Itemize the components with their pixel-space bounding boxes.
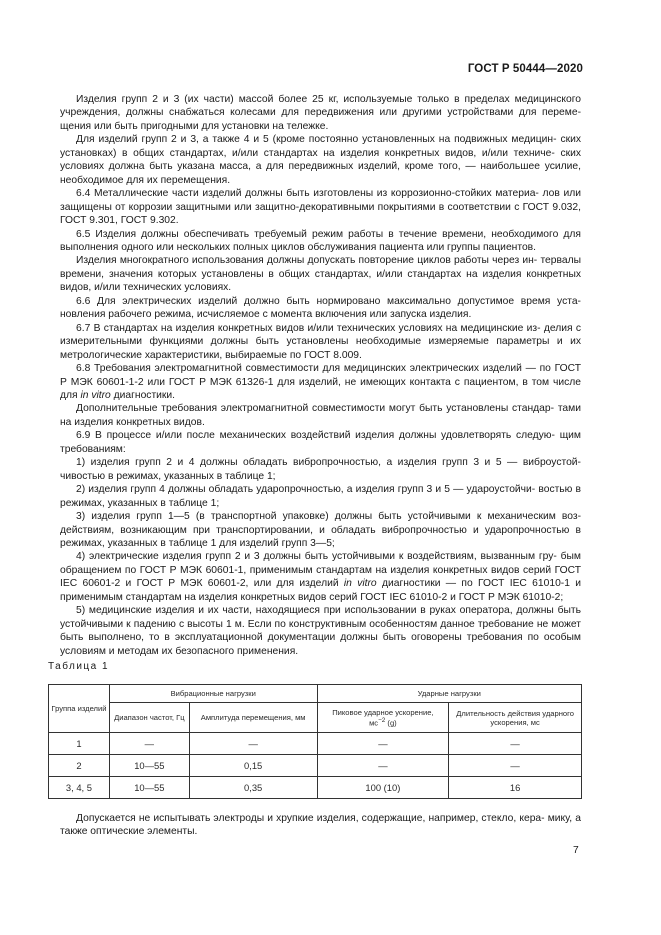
table-caption: Таблица 1 (48, 661, 110, 672)
body-paragraph (60, 254, 581, 294)
body-paragraph (60, 550, 581, 604)
text-line: новления рабочего режима, исчисляемое с момента включения или запуска изделия. (60, 309, 472, 321)
text-line: ских установках) в общих стандартах, и/или стандартах на изделия конкретных видов, и/или техниче- (60, 134, 581, 159)
shock-header: Ударные нагрузки (317, 685, 581, 703)
table-row (49, 777, 582, 799)
document-body (60, 93, 581, 658)
table-cell: 10—55 (109, 755, 189, 777)
table-cell: 3, 4, 5 (49, 777, 110, 799)
text-line: по особым условиям и методам их безопасного применения. (60, 632, 581, 657)
text-line: Допускается не испытывать электроды и хрупкие изделия, содержащие, например, стекло, кера- (76, 813, 545, 824)
peak-acceleration-header (317, 703, 449, 733)
table-cell: — (109, 733, 189, 755)
text-line: не может быть выполнено, то в эксплуатационной документации должны быть оговорены требования (60, 618, 581, 644)
text-line: мику, а также оптические элементы. (60, 813, 581, 838)
amplitude-header: Амплитуда перемещения, мм (189, 703, 317, 733)
text-line: 6.6 Для электрических изделий должно быть нормировано максимально допустимое время уста- (76, 295, 581, 307)
body-paragraph (60, 402, 581, 429)
table-cell: — (449, 755, 582, 777)
frequency-range-header: Диапазон частот, Гц (109, 703, 189, 733)
text-line: лов или защищены от коррозии защитными или защитно-декоративными покрытиями в соответствии с (60, 188, 581, 213)
text-line: 6.9 В процессе и/или после механических воздействий изделия должны удовлетворять следую- (76, 430, 555, 442)
peak-acceleration-label: Пиковое ударное ускорение, (332, 707, 434, 717)
table-cell: 2 (49, 755, 110, 777)
text-line: 6.4 Металлические части изделий должны быть изготовлены из коррозионно-стойких материа- (76, 188, 539, 200)
text-line: быть устойчивыми к падению с высоты 1 м. Если по конструктивным особенностям данное требование (60, 605, 581, 630)
table-cell: 100 (10) (317, 777, 449, 799)
text-line: делия с измерительными функциями должны быть установлены необходимые измеряемые параметры (60, 322, 581, 348)
text-line: ГОСТ 9.032, ГОСТ 9.301, ГОСТ 9.302. (60, 201, 581, 227)
table-cell: 0,15 (189, 755, 317, 777)
text-line: числе для in vitro диагностики. (60, 376, 581, 401)
peak-acceleration-unit: мс (369, 718, 379, 728)
body-paragraph (60, 429, 581, 456)
text-line: 4) электрические изделия групп 2 и 3 должны быть устойчивыми к воздействиям, вызванным гру- (76, 551, 557, 563)
text-line: 1) изделия групп 2 и 4 должны обладать вибропрочностью, а изделия групп 3 и 5 — виброустой- (76, 457, 581, 469)
body-paragraph (60, 228, 581, 255)
body-paragraph (60, 93, 581, 133)
text-line: тервалы времени, значения которых установлены в общих стандартах, и/или стандартах на изделия (60, 255, 581, 280)
body-paragraph (60, 483, 581, 510)
text-line: Дополнительные требования электромагнитной совместимости могут быть установлены стандар- (76, 403, 555, 415)
text-line: бым обращением по ГОСТ Р МЭК 60601-1, применимым стандартам на изделия конкретных видов серий (60, 551, 581, 576)
table-cell: 16 (449, 777, 582, 799)
body-paragraph (60, 812, 581, 839)
text-line: 2) изделия групп 4 должны обладать ударопрочностью, а изделия групп 3 и 5 — удароустойчи- (76, 484, 536, 496)
text-line: тами на изделия конкретных видов. (60, 403, 581, 428)
body-paragraph (60, 187, 581, 227)
body-paragraph (60, 322, 581, 362)
text-line: щения или быть пригодными для установки на тележке. (60, 120, 329, 132)
table-cell: 10—55 (109, 777, 189, 799)
text-line: 6.5 Изделия должны обеспечивать требуемый режим работы в течение времени, необходимого (76, 228, 559, 240)
page-number: 7 (573, 845, 579, 856)
table-cell: — (317, 755, 449, 777)
text-line: и их метрологические характеристики, выбираемые по ГОСТ 8.009. (60, 336, 581, 361)
text-line: усилие, необходимое для их перемещения. (60, 161, 581, 186)
after-table-text (60, 812, 581, 839)
text-line: 6.7 В стандартах на изделия конкретных видов и/или технических условиях на медицинские из- (76, 322, 541, 334)
table-cell: 0,35 (189, 777, 317, 799)
text-line: Изделия многократного использования должны допускать повторение циклов работы через ин- (76, 255, 538, 267)
table-cell: — (189, 733, 317, 755)
table-cell: — (449, 733, 582, 755)
text-line: для выполнения одного или нескольких полных циклов обслуживания пациента или группы пациентов. (60, 228, 581, 253)
table-1 (48, 684, 582, 799)
document-code-header: ГОСТ Р 50444—2020 (467, 63, 583, 75)
vibration-header: Вибрационные нагрузки (109, 685, 317, 703)
text-line: действиям, возникающим при транспортировании, и обладать вибропрочностью и ударопрочностью в (60, 524, 581, 536)
text-line: ских условиях должна быть указана масса, а для передвижных изделий, кроме того, — наибольшее (60, 147, 581, 173)
body-paragraph (60, 510, 581, 550)
table-cell: 1 (49, 733, 110, 755)
text-line: 6.8 Требования электромагнитной совместимости для медицинских электрических изделий — по (76, 363, 551, 375)
body-paragraph (60, 295, 581, 322)
text-line: чивостью в режимах, указанных в таблице 1; (60, 470, 276, 482)
text-line: ГОСТ IEC 60601-2 и ГОСТ Р МЭК 60601-2, или для изделий in vitro диагностики — по ГОСТ IEC 61010-1 и (60, 564, 582, 590)
text-line: востью в режимах, указанных в таблице 1; (60, 484, 581, 509)
text-line: Для изделий групп 2 и 3, а также 4 и 5 (кроме постоянно установленных на подвижных медицин- (76, 134, 557, 146)
group-header: Группа изделий (49, 685, 110, 733)
text-line: применимым стандартам на изделия конкретных видов серий ГОСТ IEC 61010-2 и ГОСТ Р МЭК 61010-2; (60, 591, 564, 603)
shock-duration-header: Длительность действия ударного ускорения, мс (449, 703, 582, 733)
text-line: учреждения, должны снабжаться колесами для передвижения или другими устройствами для переме- (60, 107, 581, 119)
text-line: Изделия групп 2 и 3 (их части) массой более 25 кг, используемые только в пределах медицинского (76, 94, 581, 105)
body-paragraph (60, 604, 581, 658)
table-cell: — (317, 733, 449, 755)
text-line: щим требованиям: (60, 430, 581, 455)
peak-acceleration-g: (g) (385, 718, 397, 728)
body-paragraph (60, 133, 581, 187)
text-line: ГОСТ Р МЭК 60601-1-2 или ГОСТ Р МЭК 61326-1 для изделий, не имеющих контакта с пациентом, в том (60, 363, 581, 388)
text-line: режимах, указанных в таблице 1 для изделий групп 3—5; (60, 537, 335, 549)
table-row (49, 755, 582, 777)
table-row (49, 733, 582, 755)
body-paragraph (60, 456, 581, 483)
text-line: 3) изделия групп 1—5 (в транспортной упаковке) должны быть устойчивыми к механическим воз- (76, 511, 581, 523)
peak-acceleration-unit-exponent: −2 (378, 716, 386, 724)
body-paragraph (60, 362, 581, 402)
text-line: 5) медицинские изделия и их части, находящиеся при использовании в руках оператора, должны (76, 605, 554, 617)
text-line: конкретных видов, и/или технических условиях. (60, 268, 581, 294)
